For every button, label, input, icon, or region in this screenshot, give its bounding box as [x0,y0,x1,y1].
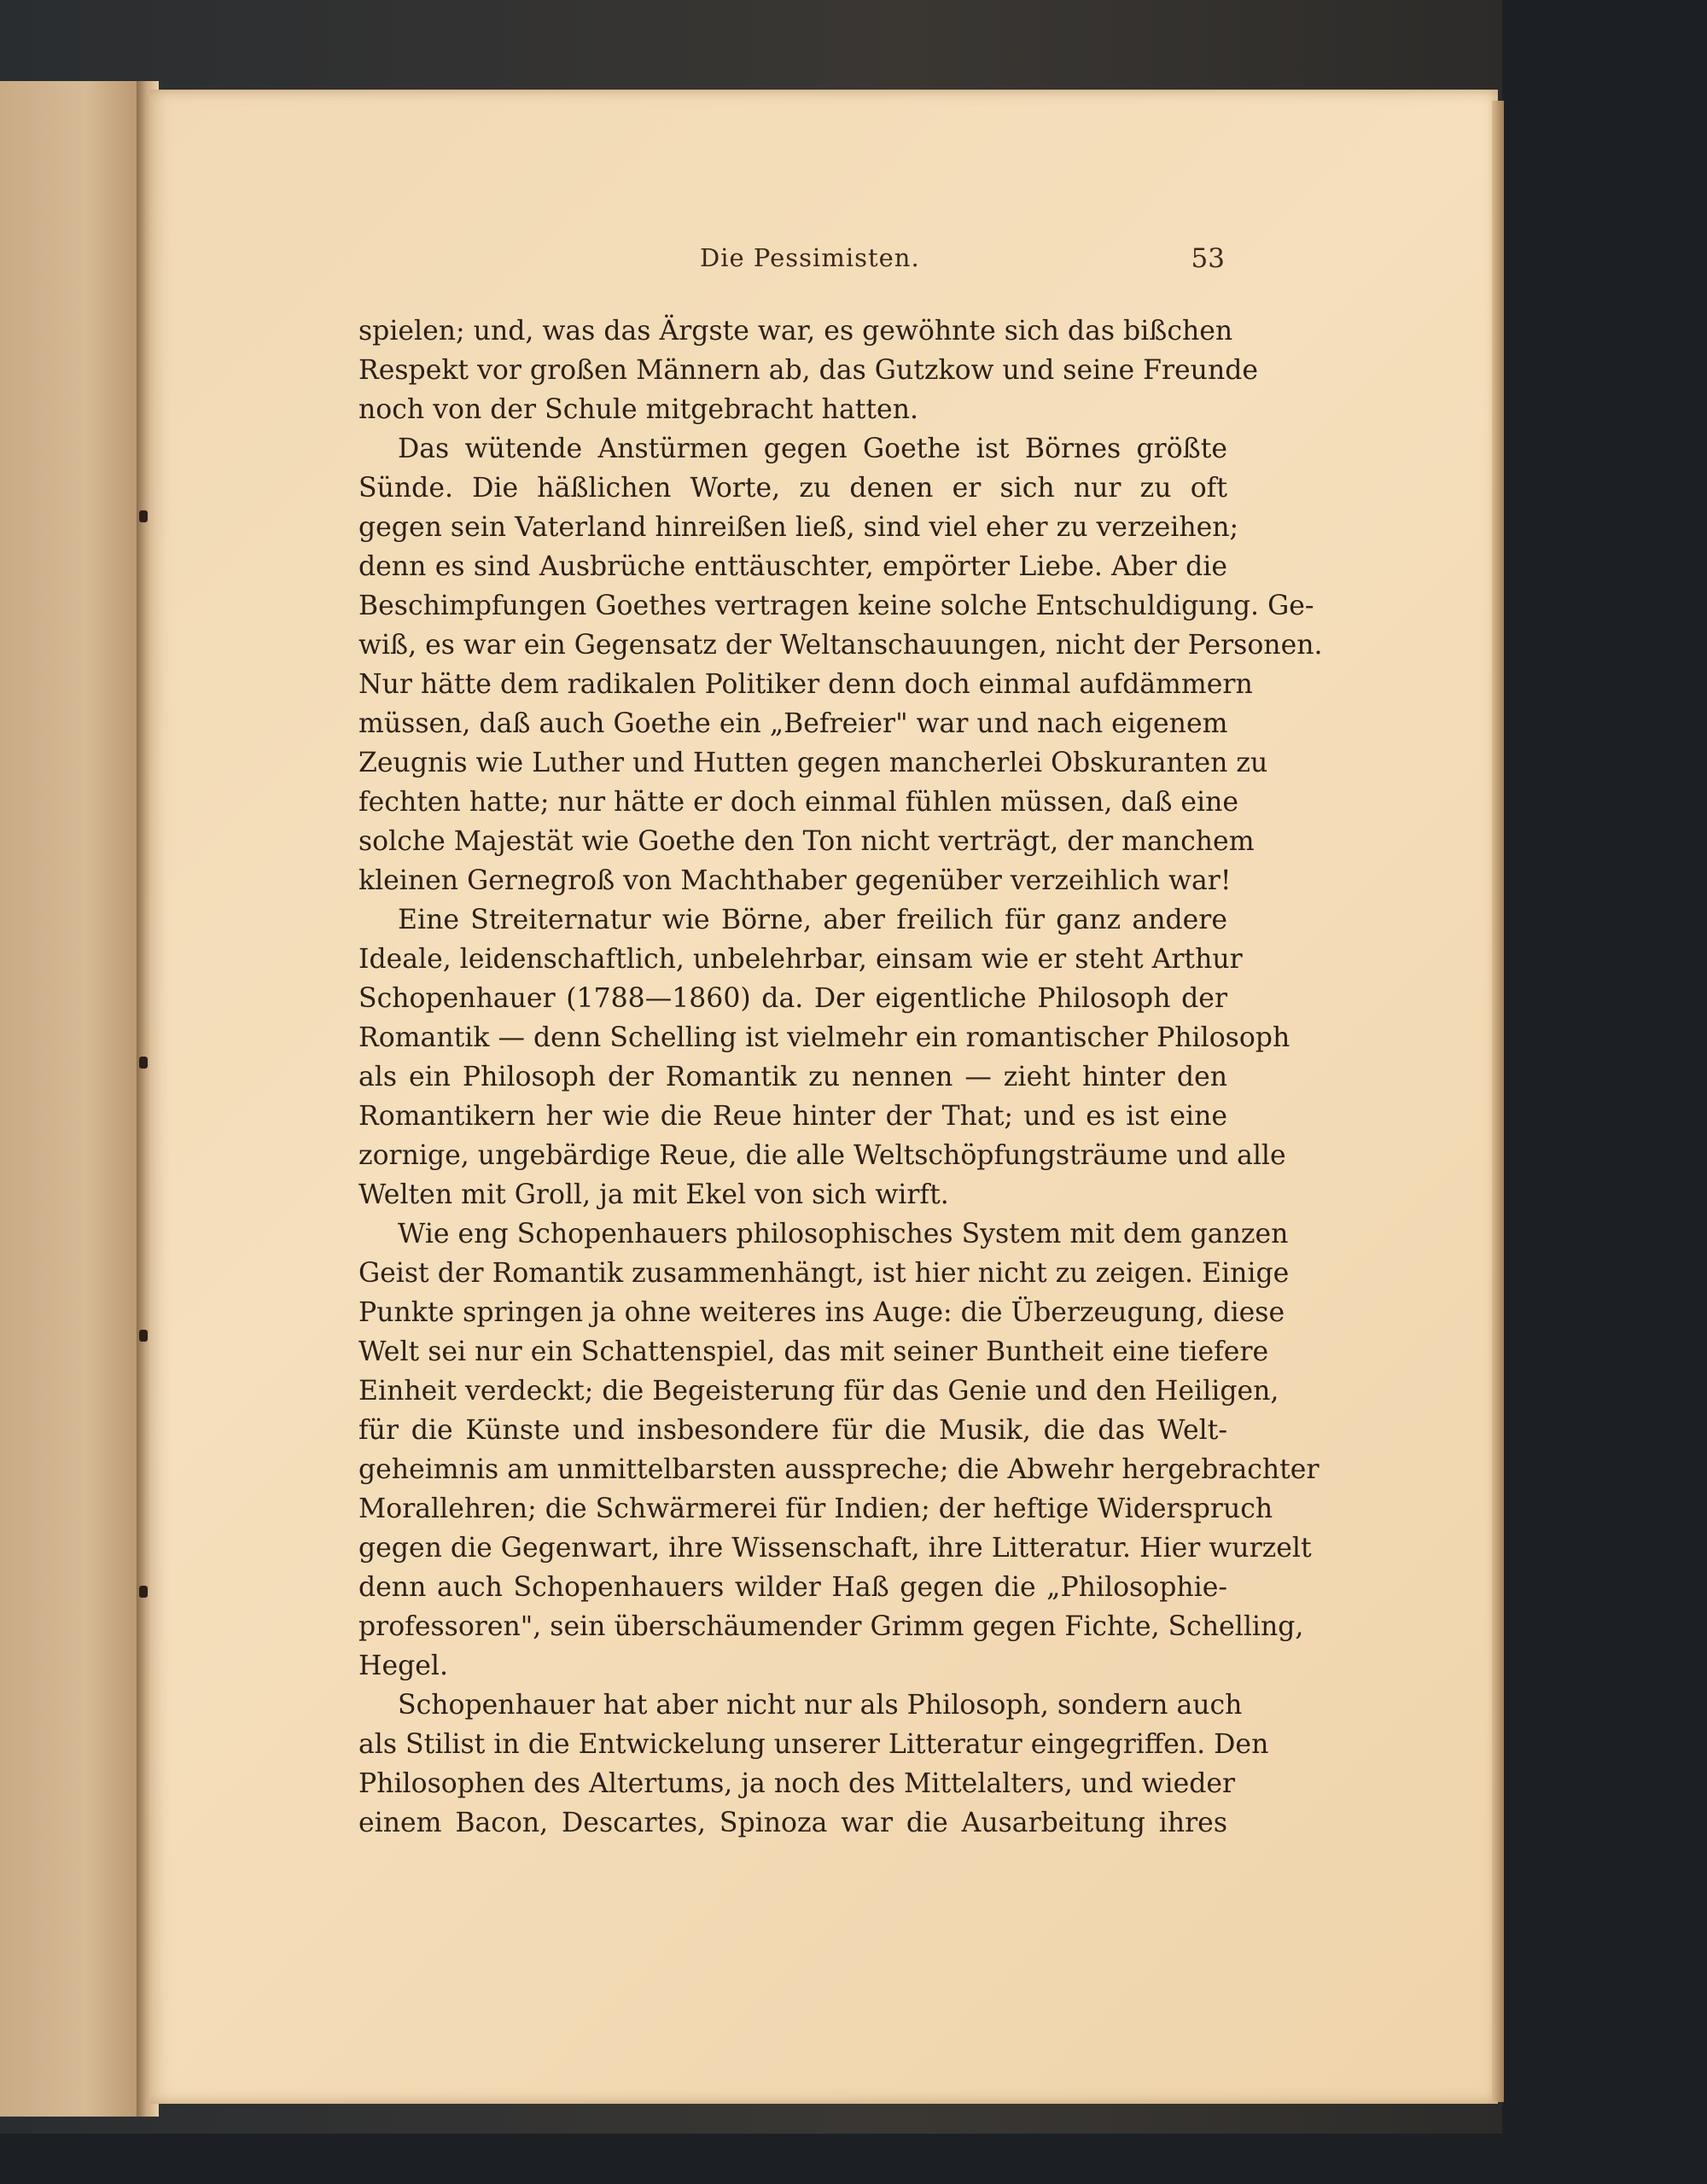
text-line: Nur hätte dem radikalen Politiker denn doch einmal aufdämmern [358,669,1253,700]
text-line: Eine Streiternatur wie Börne, aber freilich für ganz andere [398,905,1227,935]
text-line: Respekt vor großen Männern ab, das Gutzkow und seine Freunde [358,355,1259,386]
text-line: Das wütende Anstürmen gegen Goethe ist Börnes größte [398,434,1227,464]
binding-stitch [139,1057,148,1069]
page-number: 53 [1191,243,1225,274]
page-fore-edge [1492,101,1504,2102]
text-line: zornige, ungebärdige Reue, die alle Weltschöpfungsträume und alle [358,1140,1286,1171]
text-line: Punkte springen ja ohne weiteres ins Auge: die Überzeugung, diese [358,1297,1285,1328]
body-text [358,312,1323,1843]
text-line: spielen; und, was das Ärgste war, es gewöhnte sich das bißchen [358,316,1233,347]
text-line: geheimnis am unmittelbarsten ausspreche; die Abwehr hergebrachter [358,1454,1320,1485]
text-line: Philosophen des Altertums, ja noch des Mittelalters, und wieder [358,1768,1236,1799]
text-line: gegen sein Vaterland hinreißen ließ, sind viel eher zu verzeihen; [358,512,1239,543]
text-line: Zeugnis wie Luther und Hutten gegen mancherlei Obskuranten zu [358,748,1268,778]
text-line: Romantikern her wie die Reue hinter der That; und es ist eine [358,1101,1227,1132]
text-line: Hegel. [358,1651,449,1681]
text-line: Einheit verdeckt; die Begeisterung für das Genie und den Heiligen, [358,1376,1279,1406]
text-line: solche Majestät wie Goethe den Ton nicht verträgt, der manchem [358,826,1255,857]
text-line: noch von der Schule mitgebracht hatten. [358,394,918,425]
text-line: Ideale, leidenschaftlich, unbelehrbar, einsam wie er steht Arthur [358,944,1243,975]
binding-stitch [139,1586,148,1598]
text-line: Beschimpfungen Goethes vertragen keine solche Entschuldigung. Ge- [358,591,1314,621]
text-line: professoren", sein überschäumender Grimm gegen Fichte, Schelling, [358,1611,1304,1642]
text-line: kleinen Gernegroß von Machthaber gegenüber verzeihlich war! [358,865,1232,896]
text-line: denn auch Schopenhauers wilder Haß gegen die „Philosophie- [358,1572,1227,1603]
text-line: wiß, es war ein Gegensatz der Weltanschauungen, nicht der Personen. [358,630,1323,661]
text-line: Sünde. Die häßlichen Worte, zu denen er sich nur zu oft [358,473,1227,504]
binding-stitch [139,1330,148,1342]
text-line: Romantik — denn Schelling ist vielmehr ein romantischer Philosoph [358,1022,1290,1053]
text-line: denn es sind Ausbrüche enttäuschter, empörter Liebe. Aber die [358,551,1227,582]
text-line: gegen die Gegenwart, ihre Wissenschaft, ihre Litteratur. Hier wurzelt [358,1533,1312,1564]
text-line: Schopenhauer (1788—1860) da. Der eigentliche Philosoph der [358,983,1227,1014]
text-line: Schopenhauer hat aber nicht nur als Philosoph, sondern auch [398,1690,1243,1721]
text-line: Welten mit Groll, ja mit Ekel von sich wirft. [358,1179,949,1210]
facing-page-edge [0,81,146,2117]
text-line: Welt sei nur ein Schattenspiel, das mit seiner Buntheit eine tiefere [358,1337,1269,1367]
text-line: müssen, daß auch Goethe ein „Befreier" war und nach eigenem [358,708,1228,739]
text-line: als Stilist in die Entwickelung unserer Litteratur eingegriffen. Den [358,1729,1269,1760]
text-line: Geist der Romantik zusammenhängt, ist hier nicht zu zeigen. Einige [358,1258,1290,1289]
text-line: fechten hatte; nur hätte er doch einmal fühlen müssen, daß eine [358,787,1239,818]
text-line: für die Künste und insbesondere für die Musik, die das Welt- [358,1415,1227,1446]
running-title: Die Pessimisten. [700,243,920,272]
text-line: Wie eng Schopenhauers philosophisches System mit dem ganzen [398,1219,1289,1249]
binding-stitch [139,510,148,522]
text-line: Morallehren; die Schwärmerei für Indien; der heftige Widerspruch [358,1494,1273,1524]
text-line: als ein Philosoph der Romantik zu nennen — zieht hinter den [358,1062,1227,1092]
text-line: einem Bacon, Descartes, Spinoza war die Ausarbeitung ihres [358,1808,1227,1838]
